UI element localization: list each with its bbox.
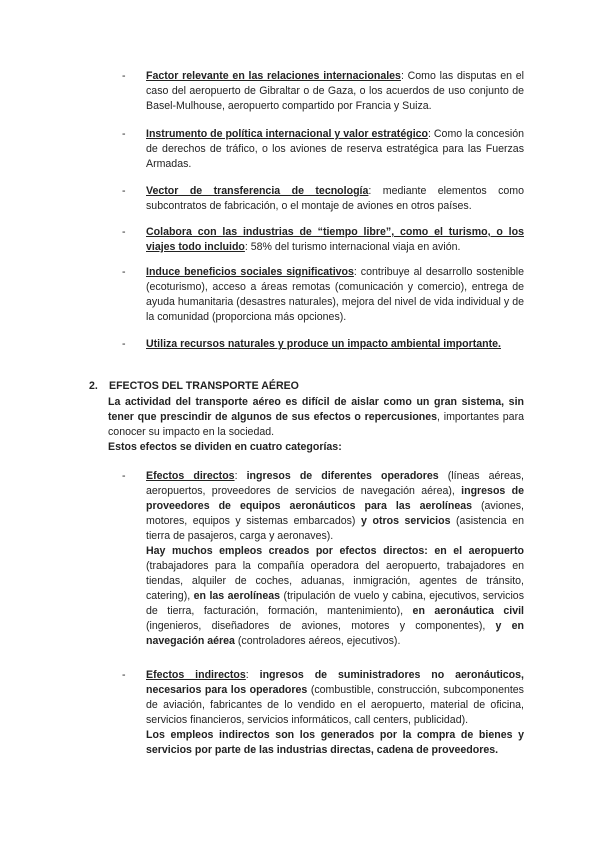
effect-title: Efectos indirectos <box>146 669 246 681</box>
effect-bold: en aeronáutica civil <box>412 605 524 617</box>
effect-text: (asistencia en tierra de pasajeros, carga y aeronaves). <box>146 515 525 542</box>
bullet-dash: - <box>122 185 126 197</box>
list-item-direct-effects <box>124 469 524 649</box>
bullet-text: : 58% del turismo internacional viaja en avión. <box>244 241 461 253</box>
section-heading <box>89 379 299 394</box>
effect-text: (aviones, motores, equipos y sistemas embarcados) <box>146 500 524 527</box>
effect-bold: en las aerolíneas <box>193 590 281 602</box>
list-item <box>124 225 524 255</box>
bullet-title: Instrumento de política internacional y valor estratégico <box>146 128 429 140</box>
list-item <box>124 337 524 352</box>
effect-text: (ingenieros, diseñadores de aviones, motores y componentes), <box>146 620 496 632</box>
bullet-text: : Como la concesión de derechos de tráfico, o los aviones de reserva estratégica para las Fuerzas Armadas. <box>146 128 525 170</box>
bullet-text: : mediante elementos como subcontratos de fabricación, o el montaje de aviones en otros países. <box>146 185 524 212</box>
list-item <box>124 184 524 214</box>
effect-bold: y en navegación aérea <box>146 620 524 647</box>
bullet-dash: - <box>122 128 126 140</box>
effect-title: Efectos directos <box>146 470 235 482</box>
bullet-title: Vector de transferencia de tecnología <box>146 185 369 197</box>
categories-line: Estos efectos se dividen en cuatro categorías: <box>108 441 342 453</box>
bullet-title: Colabora con las industrias de “tiempo libre”, como el turismo, o los viajes todo incluido <box>146 226 524 253</box>
section-title: EFECTOS DEL TRANSPORTE AÉREO <box>109 380 299 392</box>
effect-bold: y otros servicios <box>361 515 451 527</box>
bullet-title: Utiliza recursos naturales y produce un impacto ambiental importante. <box>146 338 501 350</box>
bullet-title: Induce beneficios sociales significativos <box>146 266 354 278</box>
effect-text: : <box>234 470 247 482</box>
bullet-dash: - <box>122 338 126 350</box>
effect-bold: Los empleos indirectos son los generados por la compra de bienes y servicios por parte de las industrias directas, cadena de proveedores. <box>146 729 524 756</box>
effect-text: (líneas aéreas, aeropuertos, proveedores de servicios de navegación aérea), <box>146 470 524 497</box>
effect-text: : <box>245 669 260 681</box>
section-intro <box>108 395 524 455</box>
bullet-dash: - <box>122 70 126 82</box>
list-item <box>124 265 524 325</box>
bullet-text: : contribuye al desarrollo sostenible (ecoturismo), acceso a áreas remotas (comunicación y comercio), entrega de ayuda humanitaria (desastres naturales), mejora del nivel de vida individual y de la comunidad (proporciona más opciones). <box>146 266 524 323</box>
intro-rest: , importantes para conocer su impacto en la sociedad. <box>108 411 524 438</box>
effect-text: (tripulación de vuelo y cabina, ejecutivos, servicios de tierra, facturación, formación, mantenimiento), <box>146 590 524 617</box>
section-number: 2. <box>89 380 98 392</box>
effect-text: (trabajadores para la compañía operadora del aeropuerto, trabajadores en tiendas, alquiler de coches, aduanas, inmigración, agentes de tránsito, catering), <box>146 560 524 602</box>
effect-paragraph <box>146 544 524 649</box>
bullet-text: : Como las disputas en el caso del aeropuerto de Gibraltar o de Gaza, o los acuerdos de uso conjunto de Basel-Mulhouse, aeropuerto compartido por Francia y Suiza. <box>146 70 524 112</box>
list-item <box>124 69 524 114</box>
effect-bold: ingresos de proveedores de equipos aeronáuticos para las aerolíneas <box>146 485 524 512</box>
effect-paragraph <box>146 728 524 758</box>
effect-bold: ingresos de diferentes operadores <box>246 470 439 482</box>
effect-text: (controladores aéreos, ejecutivos). <box>234 635 401 647</box>
bullet-dash: - <box>122 470 126 482</box>
bullet-dash: - <box>122 669 126 681</box>
bullet-dash: - <box>122 226 126 238</box>
effect-text: (combustible, construcción, subcomponentes de aviación, fabricantes de lo vendido en el aeropuerto, material de oficina, servicios financieros, servicios informáticos, call centers, publicidad). <box>146 684 524 726</box>
list-item-indirect-effects <box>124 668 524 758</box>
effect-bold: ingresos de suministradores no aeronáuticos, necesarios para los operadores <box>146 669 524 696</box>
intro-bold: La actividad del transporte aéreo es difícil de aislar como un gran sistema, sin tener que prescindir de algunos de sus efectos o repercusiones <box>108 396 524 423</box>
list-item <box>124 127 524 172</box>
bullet-title: Factor relevante en las relaciones internacionales <box>146 70 401 82</box>
bullet-dash: - <box>122 266 126 278</box>
effect-bold: Hay muchos empleos creados por efectos directos: en el aeropuerto <box>146 545 524 557</box>
